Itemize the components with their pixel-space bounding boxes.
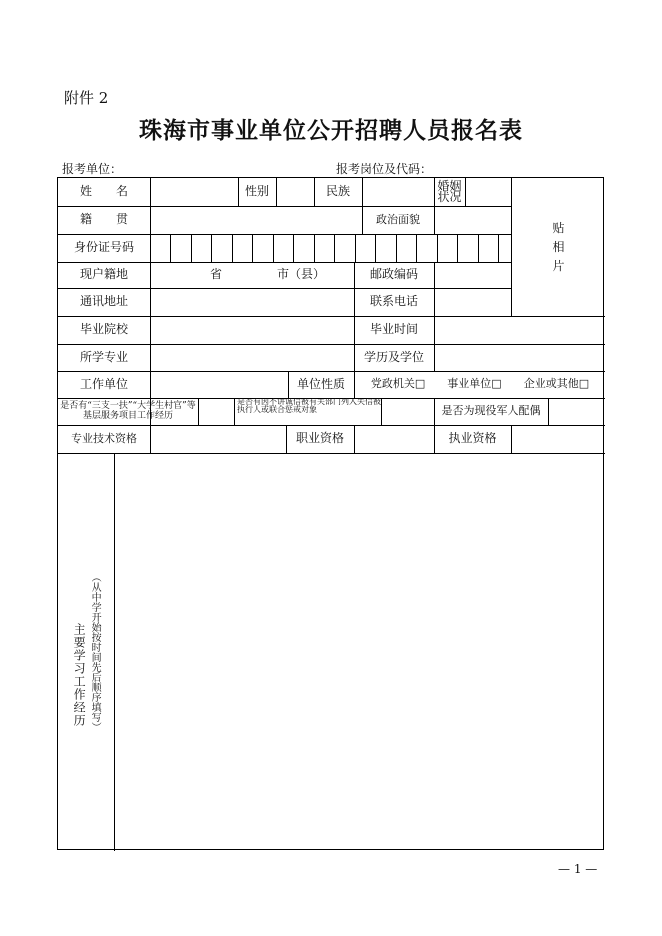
form-title: 珠海市事业单位公开招聘人员报名表 <box>139 117 523 144</box>
ethnicity-label: 民族 <box>325 184 350 199</box>
gender-field[interactable] <box>277 179 314 206</box>
practice-qualification-label: 执业资格 <box>448 431 497 446</box>
id-number-field[interactable] <box>151 235 511 262</box>
name-field[interactable] <box>151 179 238 206</box>
household-label: 现户籍地 <box>79 267 128 282</box>
dishonesty-record-label: 是否有因不讲诚信被有关部门列入失信被执行人或联合惩戒对象 <box>237 398 381 414</box>
unit-nature-options[interactable]: 党政机关□ 事业单位□ 企业或其他□ <box>370 377 590 391</box>
practice-qualification-field[interactable] <box>512 426 605 453</box>
major-label: 所学专业 <box>79 349 128 364</box>
postcode-label: 邮政编码 <box>369 267 418 282</box>
marital-status-field[interactable] <box>466 179 511 206</box>
history-title: 主要学习工作经历 <box>72 623 87 727</box>
native-place-label: 籍 贯 <box>79 212 128 227</box>
history-note: （从中学开始按时间先后顺序填写） <box>89 572 101 732</box>
school-label: 毕业院校 <box>79 322 128 337</box>
school-field[interactable] <box>151 317 354 344</box>
degree-field[interactable] <box>435 345 605 371</box>
attachment-label: 附件 2 <box>64 89 109 107</box>
degree-label: 学历及学位 <box>363 349 424 364</box>
address-label: 通讯地址 <box>79 294 128 309</box>
name-label: 姓 名 <box>79 184 128 199</box>
military-spouse-field[interactable] <box>549 399 605 425</box>
job-qualification-label: 职业资格 <box>295 431 344 446</box>
major-field[interactable] <box>151 345 354 371</box>
dishonesty-record-field[interactable] <box>382 399 434 425</box>
employer-field[interactable] <box>151 372 288 398</box>
registration-form-table <box>57 177 604 850</box>
id-number-label: 身份证号码 <box>73 240 134 255</box>
gender-label: 性别 <box>244 184 269 199</box>
grassroots-service-label: 是否有“三支一扶”“大学生村官”等基层服务项目工作经历 <box>60 401 196 421</box>
ethnicity-field[interactable] <box>363 179 434 206</box>
phone-field[interactable] <box>435 289 511 316</box>
tech-qualification-field[interactable] <box>151 426 286 453</box>
page-number: — 1 — <box>558 862 598 876</box>
unit-nature-label: 单位性质 <box>296 376 345 391</box>
graduation-time-label: 毕业时间 <box>369 322 418 337</box>
postcode-field[interactable] <box>435 263 511 288</box>
graduation-time-field[interactable] <box>435 317 605 344</box>
employer-label: 工作单位 <box>79 376 128 391</box>
apply-unit-label: 报考单位： <box>62 162 123 176</box>
political-status-field[interactable] <box>435 207 511 234</box>
grassroots-service-field[interactable] <box>199 399 234 425</box>
history-label-area <box>58 453 114 851</box>
apply-post-label: 报考岗位及代码： <box>336 162 433 176</box>
history-field[interactable] <box>115 454 605 851</box>
city-county-label: 市（县） <box>276 267 325 282</box>
photo-area[interactable]: 贴 相 片 <box>552 221 565 273</box>
military-spouse-label: 是否为现役军人配偶 <box>441 404 541 418</box>
job-qualification-field[interactable] <box>355 426 434 453</box>
tech-qualification-label: 专业技术资格 <box>71 431 137 445</box>
phone-label: 联系电话 <box>369 294 418 309</box>
political-status-label: 政治面貌 <box>376 212 420 226</box>
address-field[interactable] <box>151 289 354 316</box>
marital-status-label: 婚姻 状况 <box>437 179 462 204</box>
province-label: 省 <box>209 267 222 282</box>
native-place-field[interactable] <box>151 207 362 234</box>
